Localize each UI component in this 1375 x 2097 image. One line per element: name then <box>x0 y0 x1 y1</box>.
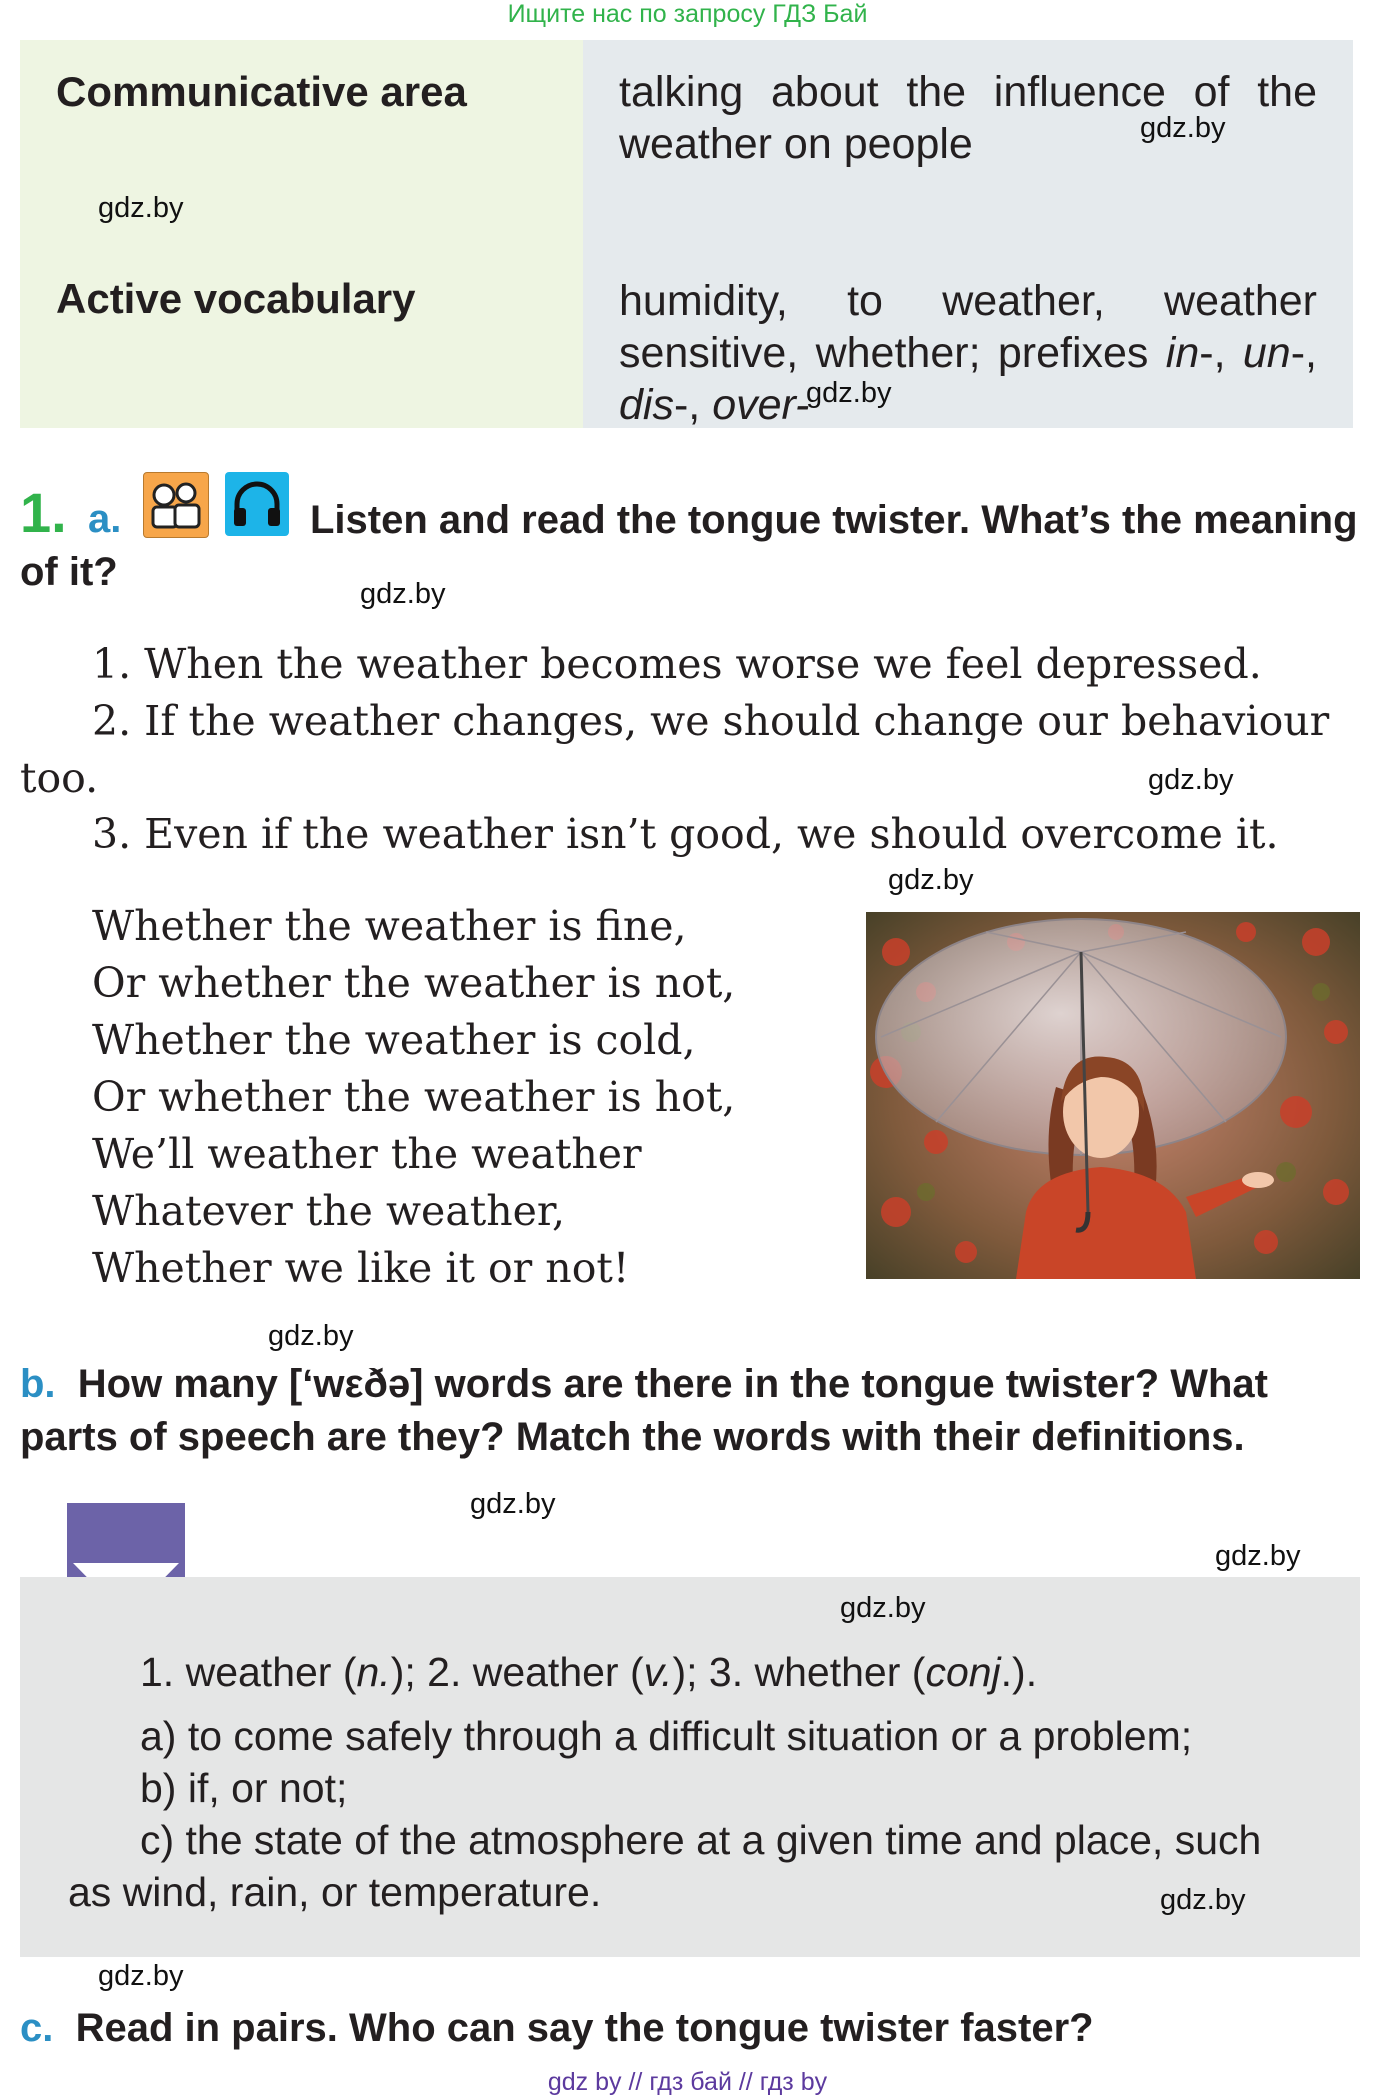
part-a-task-cont: of it? <box>20 550 118 594</box>
watermark: gdz.by <box>470 1488 556 1520</box>
definition-c-cont: as wind, rain, or temperature. <box>68 1869 602 1915</box>
table-cell <box>20 40 583 207</box>
active-vocabulary-value: humidity, to weather, weather sensitive, whether; prefixes in-, un-, dis-, over- <box>619 277 1317 429</box>
part-a-task: Listen and read the tongue twister. What’s the meaning <box>310 498 1358 542</box>
poem-line: Whatever the weather, <box>92 1187 566 1235</box>
watermark: gdz.by <box>806 377 892 409</box>
watermark: gdz.by <box>888 864 974 896</box>
watermark: gdz.by <box>360 578 446 610</box>
footer-links[interactable]: gdz by // гдз бай // гдз by <box>547 2068 828 2096</box>
part-c-label: c. <box>20 2006 54 2050</box>
watermark: gdz.by <box>98 192 184 224</box>
table-cell <box>583 207 1353 428</box>
poem-line: We’ll weather the weather <box>92 1130 642 1178</box>
watermark: gdz.by <box>98 1960 184 1992</box>
girl-umbrella-photo <box>866 912 1360 1279</box>
info-table <box>20 40 1353 428</box>
poem-line: Whether the weather is cold, <box>92 1016 696 1064</box>
headphones-icon <box>225 472 289 536</box>
part-b-task: How many [‘wεðə] words are there in the tongue twister? What parts of speech are they? Match the words with their definitions. <box>20 1362 1268 1459</box>
watermark: gdz.by <box>1140 112 1226 144</box>
part-a-label: a. <box>88 497 122 541</box>
watermark: gdz.by <box>1148 764 1234 796</box>
exercise-number: 1. <box>20 481 67 544</box>
option-3: 3. Even if the weather isn’t good, we should overcome it. <box>92 810 1279 858</box>
poem-line: Whether we like it or not! <box>92 1244 630 1292</box>
active-vocabulary-header: Active vocabulary <box>56 275 416 322</box>
watermark: gdz.by <box>1160 1884 1246 1916</box>
pair-work-icon <box>143 472 209 538</box>
part-c-task: Read in pairs. Who can say the tongue twister faster? <box>75 2006 1094 2050</box>
communicative-area-header: Communicative area <box>56 68 467 115</box>
definition-c: c) the state of the atmosphere at a given time and place, such <box>140 1817 1262 1863</box>
part-b-block <box>20 1358 1360 1464</box>
part-c-block <box>20 2006 1094 2051</box>
option-2: 2. If the weather changes, we should change our behaviour <box>92 697 1330 745</box>
definition-a: a) to come safely through a difficult situation or a problem; <box>140 1713 1193 1759</box>
top-banner[interactable]: Ищите нас по запросу ГДЗ Бай <box>507 0 868 28</box>
table-cell <box>20 207 583 428</box>
words-line: 1. weather (n.); 2. weather (v.); 3. whether (conj.). <box>140 1649 1038 1695</box>
part-b-label: b. <box>20 1362 56 1406</box>
table-cell <box>583 40 1353 207</box>
communicative-area-value: talking about the influence of the weather on people <box>619 68 1317 168</box>
poem-line: Or whether the weather is hot, <box>92 1073 736 1121</box>
poem-line: Whether the weather is fine, <box>92 902 687 950</box>
poem <box>92 898 735 1297</box>
option-2-cont: too. <box>20 754 99 802</box>
option-1: 1. When the weather becomes worse we feel depressed. <box>92 640 1262 688</box>
watermark: gdz.by <box>1215 1540 1301 1572</box>
watermark: gdz.by <box>268 1320 354 1352</box>
watermark: gdz.by <box>840 1592 926 1624</box>
poem-line: Or whether the weather is not, <box>92 959 736 1007</box>
definition-b: b) if, or not; <box>140 1765 348 1811</box>
